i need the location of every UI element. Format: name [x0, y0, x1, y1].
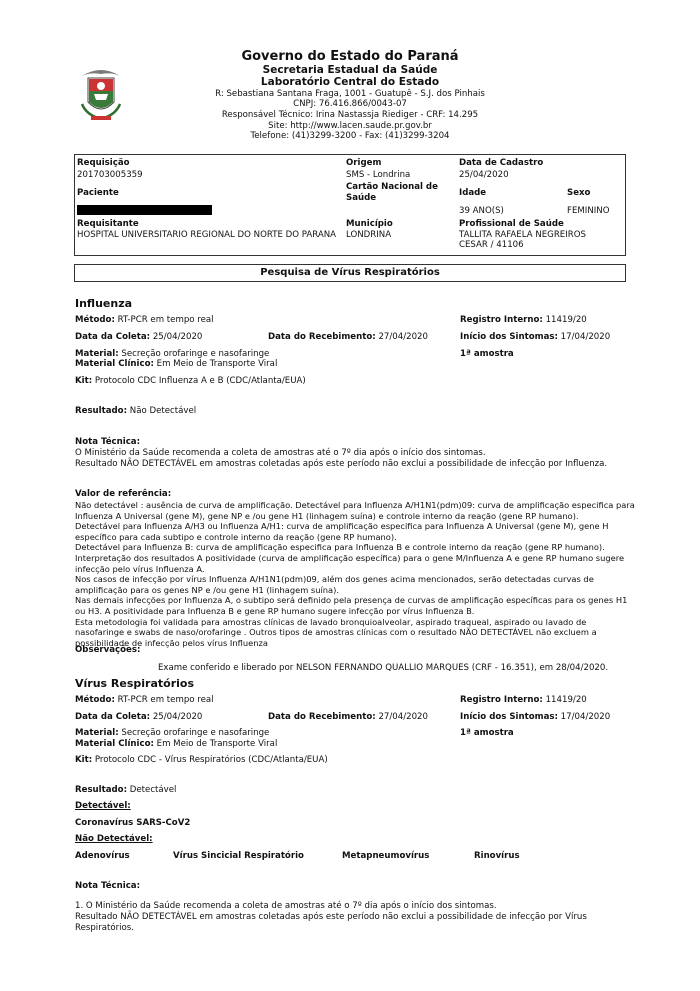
influenza-amostra: 1ª amostra: [460, 349, 514, 359]
ref-line: nasofaringe e swabs de naso/orofaringe . Outros tipos de amostras clínicas com o resultado NÃO DETECTÁVEL não excluem a: [75, 627, 597, 638]
influenza-recebimento: [268, 332, 428, 343]
influenza-recebimento-label: Data do Recebimento:: [268, 332, 376, 342]
virus-kit: [75, 755, 328, 766]
idade-value: 39 ANO(S): [459, 206, 504, 216]
influenza-ref-label: Valor de referência:: [75, 489, 172, 499]
ref-line: Não detectável : ausência de curva de amplificação. Detectável para Influenza A/H1N1(pdm)09: curva de amplificação especifica para: [75, 500, 635, 510]
ref-line: ou H3. A positividade para Influenza B e gene RP humano sugere infecção por vírus Influenza B.: [75, 605, 475, 616]
virus-title: Vírus Respiratórios: [75, 677, 195, 690]
cartao-label: Cartão Nacional de Saúde: [346, 182, 438, 203]
virus-nota-1: 1. O Ministério da Saúde recomenda a coleta de amostras até o 7º dia após o início dos sintomas.: [75, 901, 497, 911]
header-title: Governo do Estado do Paraná: [241, 49, 459, 64]
virus-registro: [460, 695, 587, 706]
influenza-metodo-value: RT-PCR em tempo real: [117, 315, 214, 325]
virus-nao-detectavel-item: Vírus Sincicial Respiratório: [173, 851, 304, 861]
sexo-label: Sexo: [567, 188, 591, 198]
virus-resultado-value: Detectável: [129, 785, 177, 795]
influenza-nota-1: O Ministério da Saúde recomenda a coleta de amostras até o 7º dia após o início dos sintomas.: [75, 448, 486, 458]
virus-nota-2: Resultado NÃO DETECTÁVEL em amostras coletadas após este período não exclui a possibilidade de infecção por Vírus: [75, 912, 587, 922]
ref-line: Esta metodologia foi validada para amostras clínicas de lavado bronquioalveolar, aspirado traqueal, aspirado ou lavado de: [75, 616, 587, 627]
requisitante-value: HOSPITAL UNIVERSITARIO REGIONAL DO NORTE DO PARANA: [77, 230, 337, 240]
virus-nao-detectavel-label: Não Detectável:: [75, 834, 153, 844]
origem-value: SMS - Londrina: [346, 170, 411, 180]
parana-coat-of-arms-icon: [78, 64, 124, 122]
virus-material-label: Material:: [75, 728, 119, 738]
influenza-material-label: Material:: [75, 349, 119, 359]
redacted-patient-name: [77, 205, 212, 215]
virus-coleta-value: 25/04/2020: [152, 712, 203, 722]
header-site: Site: http://www.lacen.saude.pr.gov.br: [268, 121, 432, 131]
ref-line: Detectável para Influenza B: curva de amplificação especifica para Influenza B e controle interno da reação (gene RP humano).: [75, 542, 605, 553]
virus-resultado: [75, 785, 176, 796]
header-subtitle-lab: Laboratório Central do Estado: [260, 76, 440, 88]
virus-coleta-label: Data da Coleta:: [75, 712, 151, 722]
virus-sintomas: [460, 712, 610, 723]
influenza-material-value: Secreção orofaringe e nasofaringe: [121, 349, 270, 359]
influenza-recebimento-value: 27/04/2020: [378, 332, 428, 342]
data-cadastro-label: Data de Cadastro: [459, 158, 544, 168]
influenza-sintomas: [460, 332, 610, 343]
influenza-coleta: [75, 332, 202, 343]
requisitante-label: Requisitante: [77, 219, 139, 229]
profissional-value-2: CESAR / 41106: [459, 240, 524, 250]
ref-line: Detectável para Influenza A/H3 ou Influenza A/H1: curva de amplificação especifica para Influenza A Universal (gene M), gene H: [75, 521, 609, 532]
influenza-registro: [460, 315, 587, 326]
virus-coleta: [75, 712, 202, 723]
virus-material-clinico: [75, 739, 277, 750]
influenza-obs-label: Observações:: [75, 645, 141, 655]
virus-sintomas-value: 17/04/2020: [560, 712, 611, 722]
ref-line: Nas demais infecções por Influenza A, o subtipo será definido pela presença de curvas de amplificação específicas para os genes H1: [75, 595, 628, 606]
virus-nao-detectavel-item: Metapneumovírus: [342, 851, 430, 861]
profissional-label: Profissional de Saúde: [459, 219, 564, 229]
virus-recebimento: [268, 712, 428, 723]
influenza-coleta-value: 25/04/2020: [152, 332, 203, 342]
virus-recebimento-value: 27/04/2020: [378, 712, 428, 722]
header-address: R: Sebastiana Santana Fraga, 1001 - Guatupê - S.J. dos Pinhais: [215, 89, 485, 99]
virus-nota-3: Respiratórios.: [75, 923, 135, 933]
header-subtitle-secretaria: Secretaria Estadual da Saúde: [262, 64, 438, 76]
virus-detectavel-label: Detectável:: [75, 801, 131, 811]
virus-material-clinico-label: Material Clínico:: [75, 739, 154, 749]
virus-kit-label: Kit:: [75, 755, 93, 765]
virus-recebimento-label: Data do Recebimento:: [268, 712, 376, 722]
influenza-registro-value: 11419/20: [545, 315, 587, 325]
municipio-value: LONDRINA: [346, 230, 392, 240]
influenza-material-clinico-label: Material Clínico:: [75, 359, 154, 369]
virus-metodo-value: RT-PCR em tempo real: [117, 695, 214, 705]
influenza-resultado-value: Não Detectável: [129, 406, 197, 416]
virus-material-value: Secreção orofaringe e nasofaringe: [121, 728, 270, 738]
paciente-label: Paciente: [77, 188, 119, 198]
ref-line: específico para cada subtipo e controle interno da reação (gene RP humano).: [75, 531, 397, 542]
virus-registro-label: Registro Interno:: [460, 695, 543, 705]
requisicao-value: 201703005359: [77, 170, 143, 180]
influenza-nota-label: Nota Técnica:: [75, 437, 141, 447]
virus-material-clinico-value: Em Meio de Transporte Viral: [156, 739, 278, 749]
sexo-value: FEMININO: [567, 206, 610, 216]
influenza-resultado: [75, 406, 196, 417]
header-cnpj: CNPJ: 76.416.866/0043-07: [293, 99, 407, 109]
section-title: Pesquisa de Vírus Respiratórios: [74, 264, 626, 282]
data-cadastro-value: 25/04/2020: [459, 170, 509, 180]
header-telefone: Telefone: (41)3299-3200 - Fax: (41)3299-3204: [250, 131, 450, 141]
virus-nota-label: Nota Técnica:: [75, 881, 141, 891]
ref-line: Influenza A Universal (gene M), gene NP e /ou gene H1 (linhagem suína) e controle interno da reação (gene RP humano).: [75, 510, 579, 521]
influenza-material-clinico-value: Em Meio de Transporte Viral: [156, 359, 278, 369]
influenza-metodo-label: Método:: [75, 315, 115, 325]
virus-sintomas-label: Início dos Sintomas:: [460, 712, 558, 722]
virus-registro-value: 11419/20: [545, 695, 587, 705]
virus-detectavel-item: Coronavírus SARS-CoV2: [75, 818, 191, 828]
ref-line: possibilidade de infecção pelos vírus Influenza: [75, 637, 268, 648]
influenza-sintomas-value: 17/04/2020: [560, 332, 611, 342]
ref-line: amplificação para os genes NP e /ou gene H1 (linhagem suína).: [75, 584, 340, 595]
profissional-value-1: TALLITA RAFAELA NEGREIROS: [459, 230, 586, 240]
idade-label: Idade: [459, 188, 487, 198]
municipio-label: Município: [346, 219, 393, 229]
influenza-ref-text: [75, 500, 635, 648]
virus-metodo-label: Método:: [75, 695, 115, 705]
requisicao-label: Requisição: [77, 158, 130, 168]
influenza-material-clinico: [75, 359, 277, 370]
influenza-kit-label: Kit:: [75, 376, 93, 386]
influenza-registro-label: Registro Interno:: [460, 315, 543, 325]
influenza-sintomas-label: Início dos Sintomas:: [460, 332, 558, 342]
influenza-nota-2: Resultado NÃO DETECTÁVEL em amostras coletadas após este período não exclui a possibilidade de infecção por Influenza.: [75, 459, 608, 469]
influenza-coleta-label: Data da Coleta:: [75, 332, 151, 342]
ref-line: Interpretação dos resultados A positividade (curva de amplificação específica) para o gene M/Influenza A e gene RP humano sugere: [75, 552, 625, 563]
virus-metodo: [75, 695, 214, 706]
virus-nao-detectavel-item: Adenovírus: [75, 851, 130, 861]
influenza-kit: [75, 376, 306, 387]
virus-resultado-label: Resultado:: [75, 785, 128, 795]
virus-nao-detectavel-item: Rinovírus: [474, 851, 520, 861]
header-responsavel: Responsável Técnico: Irina Nastassja Riediger - CRF: 14.295: [221, 110, 479, 120]
ref-line: infecção pelo vírus Influenza A.: [75, 563, 205, 574]
influenza-title: Influenza: [75, 297, 133, 310]
origem-label: Origem: [346, 158, 382, 168]
influenza-resultado-label: Resultado:: [75, 406, 128, 416]
influenza-conferido: Exame conferido e liberado por NELSON FERNANDO QUALLIO MARQUES (CRF - 16.351), em 28/04/2020.: [158, 663, 609, 673]
virus-kit-value: Protocolo CDC - Vírus Respiratórios (CDC/Atlanta/EUA): [94, 755, 328, 765]
ref-line: Nos casos de infecção por vírus Influenza A/H1N1(pdm)09, além dos genes acima mencionados, serão detectadas curvas de: [75, 574, 594, 585]
influenza-kit-value: Protocolo CDC Influenza A e B (CDC/Atlanta/EUA): [94, 376, 306, 386]
virus-material: [75, 728, 269, 739]
influenza-metodo: [75, 315, 214, 326]
virus-amostra: 1ª amostra: [460, 728, 514, 738]
